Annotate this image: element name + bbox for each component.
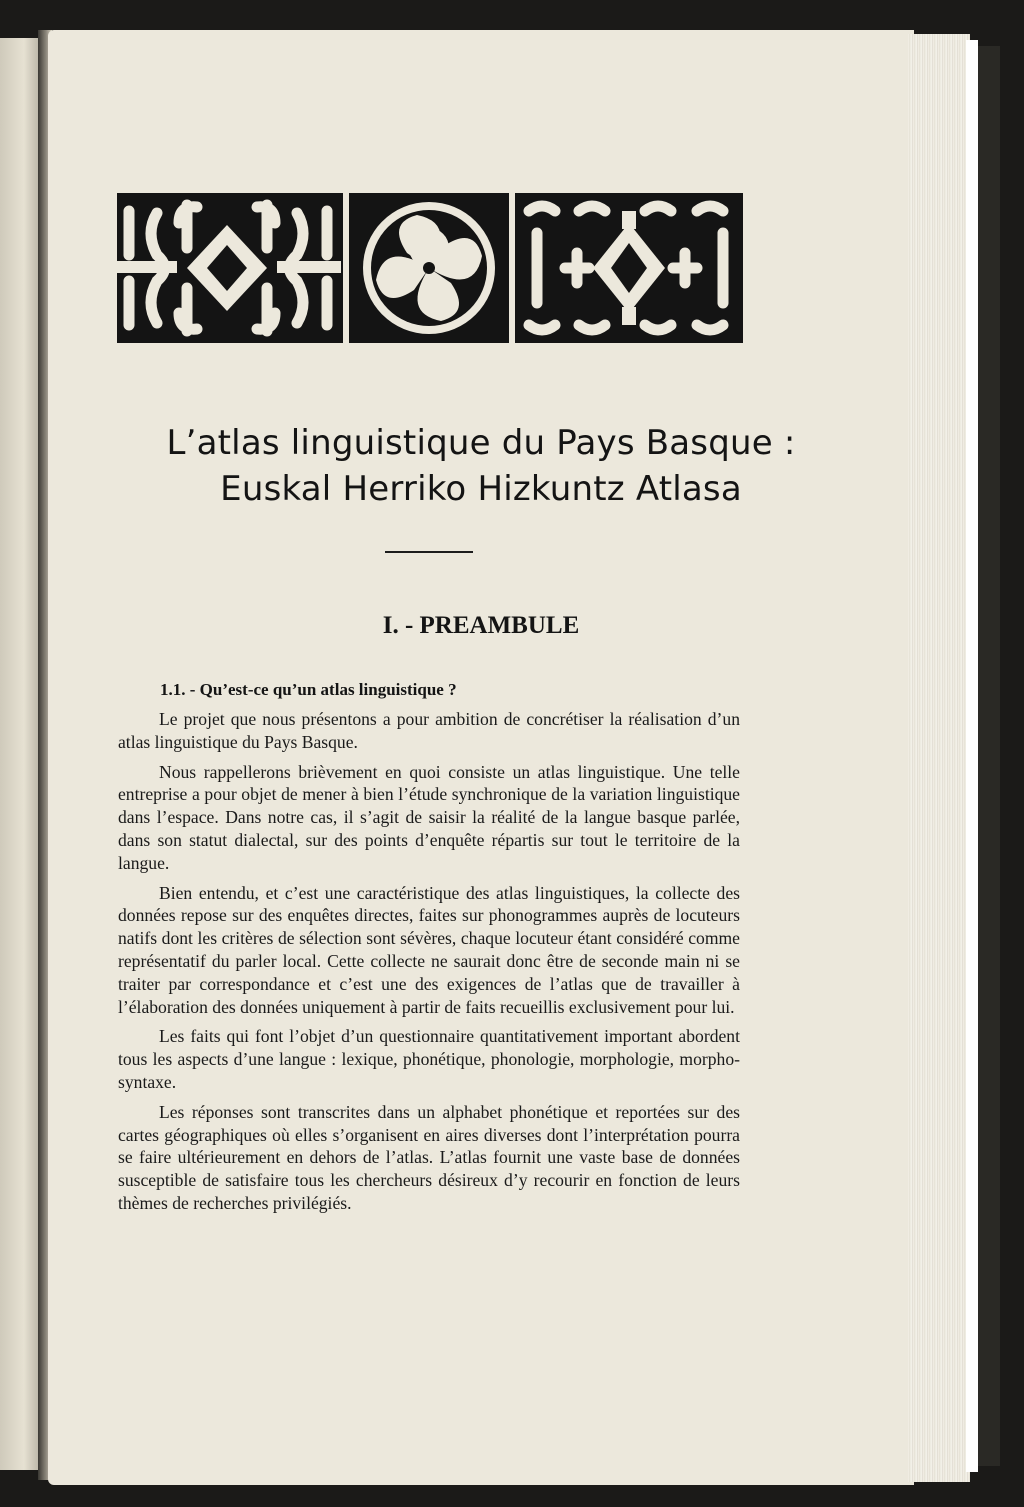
facing-page-edge <box>0 38 40 1470</box>
page-stack-shadow <box>978 46 1000 1466</box>
ornament-banner-svg <box>117 193 743 343</box>
basque-ornament-banner <box>117 193 743 343</box>
title-line-2: Euskal Herriko Hizkuntz Atlasa <box>220 469 742 509</box>
subsection-heading: 1.1. - Qu’est-ce qu’un atlas linguistique ? <box>160 680 457 699</box>
section-heading: I. - PREAMBULE <box>382 612 580 639</box>
paragraph: Le projet que nous présentons a pour ambition de concrétiser la réalisation d’un atlas linguistique du Pays Basque. <box>118 709 740 752</box>
paragraph: Bien entendu, et c’est une caractéristique des atlas linguistiques, la collecte des données repose sur des enquêtes directes, faites sur phonogrammes auprès de locuteurs natifs dont les critères de sélection sont sévères, chaque locuteur étant considéré comme représentatif du parler local. Cette collecte ne saurait donc être de seconde main ni se traiter par correspondance et c’est une des exigences de l’atlas que de travailler à l’élaboration des données uniquement à partir de faits recueillis exclusivement pour lui. <box>118 882 740 1017</box>
lauburu-icon <box>363 202 495 334</box>
page-stack-outer <box>966 40 978 1472</box>
page-stack-edges <box>908 34 970 1482</box>
title-divider <box>385 551 473 553</box>
paragraph: Les réponses sont transcrites dans un alphabet phonétique et reportées sur des cartes géographiques où elles s’organisent en aires diverses dont l’interprétation pourra se faire ultérieurement en dehors de l’atlas. L’atlas fournit une vaste base de données susceptible de satisfaire tous les chercheurs désireux d’y recourir en fonction de leurs thèmes de recherches privilégiés. <box>118 1101 740 1213</box>
body-text <box>118 708 740 1222</box>
article-title <box>48 420 914 512</box>
paragraph: Nous rappellerons brièvement en quoi consiste un atlas linguistique. Une telle entreprise a pour objet de mener à bien l’étude synchronique de la variation linguistique dans l’espace. Dans notre cas, il s’agit de saisir la réalité de la langue basque parlée, dans son statut dialectal, sur des points d’enquête répartis sur tout le territoire de la langue. <box>118 761 740 873</box>
title-line-1: L’atlas linguistique du Pays Basque : <box>166 423 796 463</box>
paragraph: Les faits qui font l’objet d’un questionnaire quantitativement important abordent tous les aspects d’une langue : lexique, phonétique, phonologie, morphologie, morpho-syntaxe. <box>118 1026 740 1092</box>
